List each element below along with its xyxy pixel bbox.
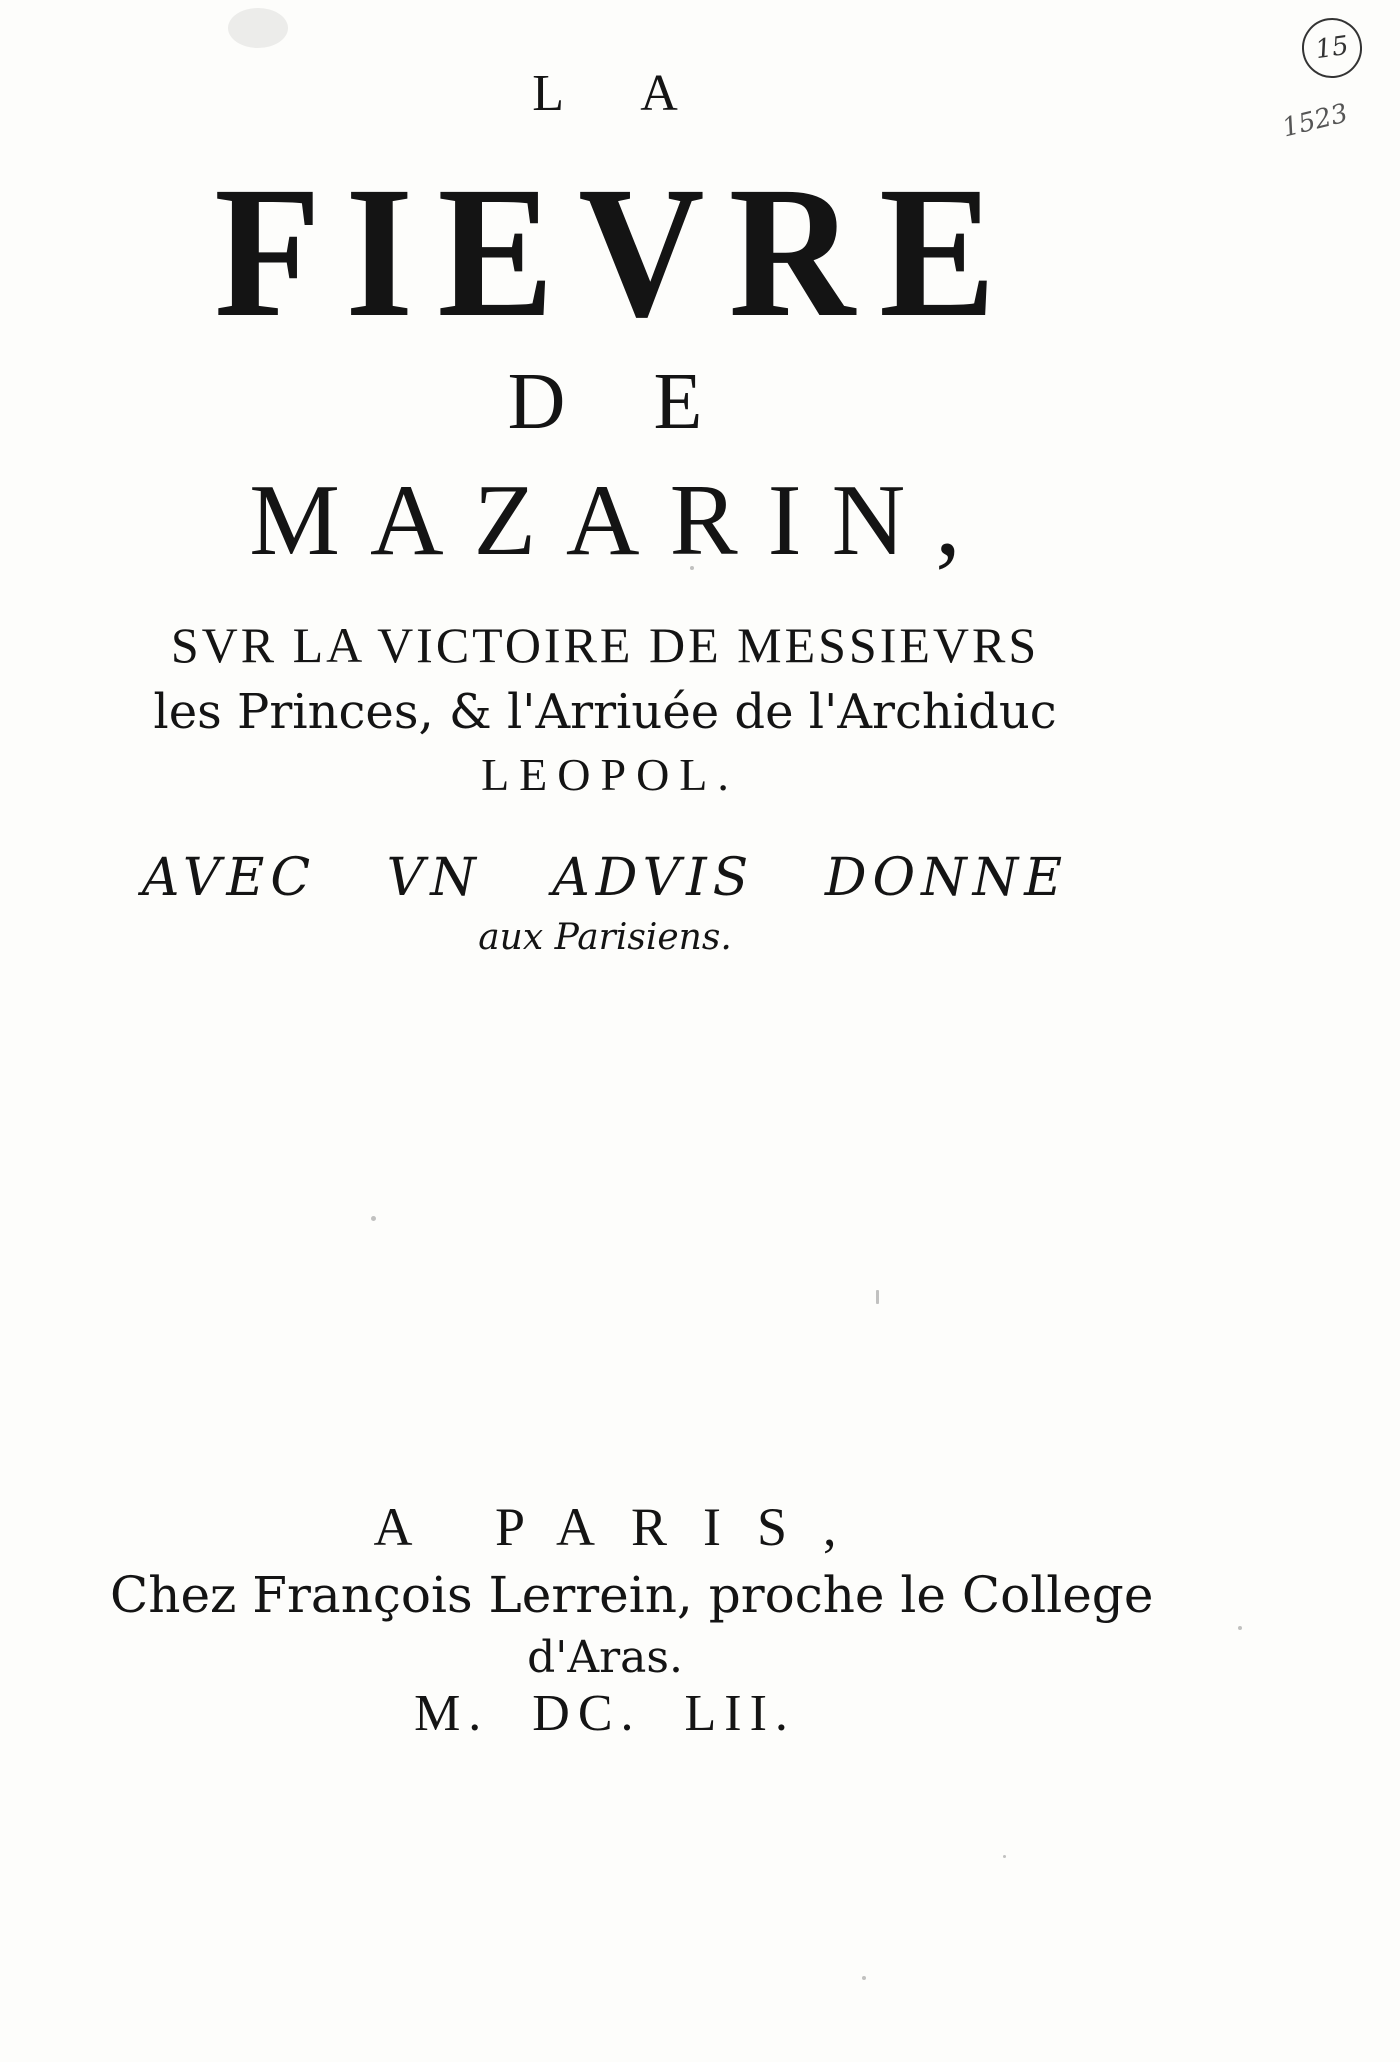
advis-line-2: aux Parisiens. <box>478 917 732 958</box>
subtitle-line-2: les Princes, & l'Arriuée de l'Archiduc <box>153 684 1057 740</box>
imprint-address: d'Aras. <box>527 1632 683 1683</box>
title-preposition: D E <box>507 358 737 446</box>
scan-speck <box>1003 1855 1006 1858</box>
title-main-word: FIEVRE <box>214 147 1020 356</box>
manuscript-annotation: 1523 <box>1279 98 1351 144</box>
advis-line-1: AVEC VN ADVIS DONNE <box>141 848 1069 908</box>
scan-speck <box>371 1216 376 1221</box>
subtitle-line-3: LEOPOL. <box>481 749 739 800</box>
title-name: MAZARIN, <box>249 464 991 577</box>
scan-speck <box>228 8 288 48</box>
scan-speck <box>1238 1626 1242 1630</box>
imprint-place: A PARIS, <box>373 1497 873 1557</box>
scan-speck <box>876 1290 879 1304</box>
subtitle-line-1: SVR LA VICTOIRE DE MESSIEVRS <box>170 617 1040 673</box>
scan-speck <box>862 1976 866 1980</box>
imprint-year: M. DC. LII. <box>414 1685 796 1742</box>
folio-number-mark: 15 <box>1298 14 1366 82</box>
scan-speck <box>690 566 694 570</box>
title-article: L A <box>532 65 712 122</box>
imprint-printer: Chez François Lerrein, proche le College <box>110 1566 1154 1624</box>
